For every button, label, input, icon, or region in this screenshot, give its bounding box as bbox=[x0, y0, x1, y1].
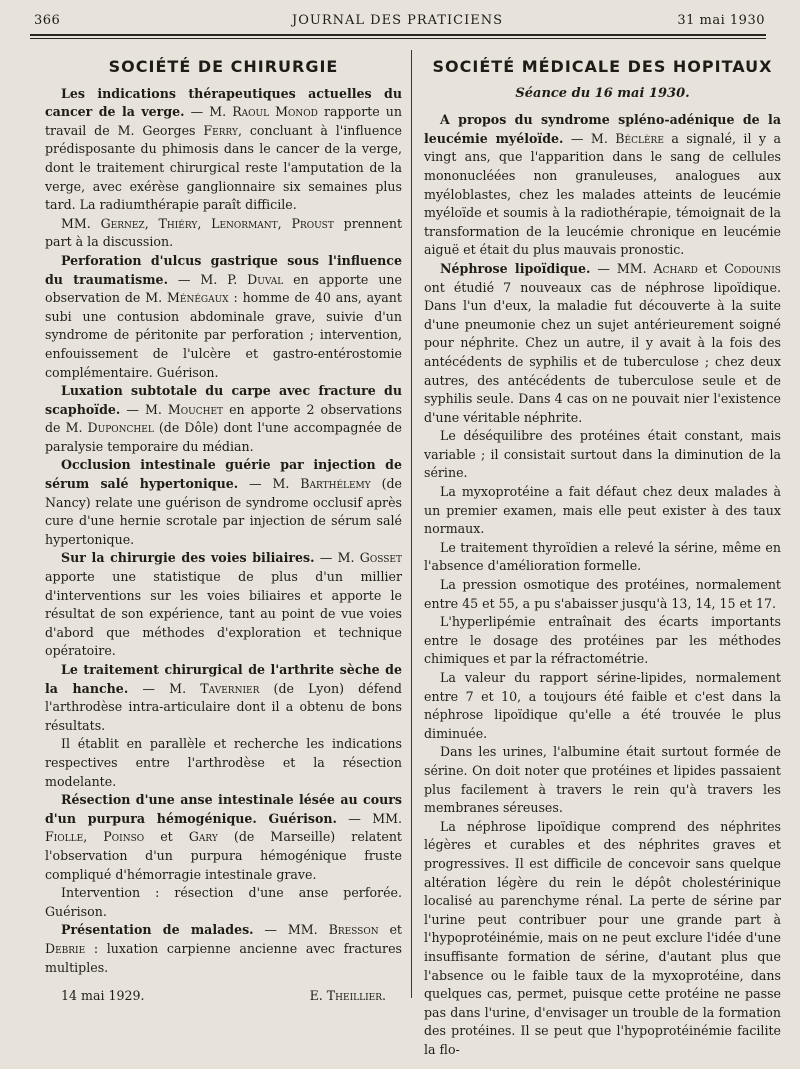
author-name: Gary bbox=[188, 829, 218, 845]
article-text: — M. bbox=[184, 104, 233, 120]
article-text: apporte une statistique de plus d'un millier d'interventions sur les voies biliaires et apporte le résultat de son expérience, tant au point de vue voies d'abord que méthodes d'exploration et technique opératoire. bbox=[45, 569, 402, 659]
article-text: La pression osmotique des protéines, normalement entre 45 et 55, a pu s'abaisser jusqu'à 13, 14, 15 et 17. bbox=[424, 577, 781, 611]
article-text: ont étudié 7 nouveaux cas de néphrose lipoïdique. Dans l'un d'eux, la maladie fut découverte à la suite d'une pneumonie chez un sujet antérieurement soigné pour néphrite. Chez un autre, il y avait à la fois des antécédents de syphilis et de tuberculose ; chez deux autres, des antécédents de tuberculose seule et de syphilis seule. Dans 4 cas on ne pouvait nier l'existence d'une véritable néphrite. bbox=[424, 279, 781, 425]
author-name: Béclère bbox=[615, 130, 664, 146]
article-text: La valeur du rapport sérine-lipides, normalement entre 7 et 10, a toujours été faible et c'est dans la néphrose lipoïdique qu'elle a été trouvée le plus diminuée. bbox=[424, 670, 781, 741]
article-heading: Sur la chirurgie des voies biliaires. bbox=[61, 550, 315, 566]
article-paragraph bbox=[45, 884, 402, 921]
article-paragraph bbox=[45, 549, 402, 661]
article-text: , bbox=[83, 829, 104, 845]
author-name: Duval bbox=[247, 271, 284, 287]
author-name: Proust bbox=[291, 215, 334, 231]
article-text: , bbox=[197, 215, 212, 231]
author-name: Tavernier bbox=[200, 680, 260, 696]
session-date: Séance du 16 mai 1930. bbox=[515, 85, 690, 101]
article-paragraph bbox=[45, 921, 402, 977]
article-text: (de Lyon) défend l'arthrodèse intra-articulaire dont il a obtenu de bons résultats. bbox=[45, 680, 402, 733]
article-text: , bbox=[144, 215, 159, 231]
article-text: a signalé, il y a vingt ans, que l'apparition dans le sang de cellules mononucléées non granuleuses, analogues aux myéloblastes, chez les malades atteints de leucémie myéloïde et soumis à la radiothérapie, témoignait de la transformation de la leucémie chronique en leucémie aiguë et était du plus mauvais pronostic. bbox=[424, 130, 781, 258]
author-name: Thiéry bbox=[158, 215, 198, 231]
article-text: — M. P. bbox=[167, 271, 248, 287]
article-text: Le traitement thyroïdien a relevé la sérine, même en l'absence d'amélioration formelle. bbox=[424, 539, 781, 574]
author-name: Fiolle bbox=[45, 829, 84, 845]
article-text: , concluant à l'influence prédisposante du phimosis dans le cancer de la verge, dont le traitement chirurgical reste l'amputation de la verge, avec exérèse ganglionnaire six semaines plus tard. La radiumthérapie paraît difficile. bbox=[45, 122, 402, 213]
article-text: en apporte une observation de M. bbox=[45, 271, 402, 306]
article-text: La myxoprotéine a fait défaut chez deux malades à un premier examen, mais elle peut exister à des taux normaux. bbox=[424, 484, 781, 537]
author-name: Debrie bbox=[45, 940, 86, 956]
article-text: (de Nancy) relate une guérison de syndrome occlusif après cure d'une hernie scrotale par injection de sérum salé hypertonique. bbox=[45, 476, 402, 547]
article-text: (de Dôle) dont l'une accompagnée de paralysie temporaire du médian. bbox=[45, 420, 402, 454]
article-text: et bbox=[378, 922, 402, 938]
signature-author: E. Theillier. bbox=[309, 988, 386, 1004]
header-rule-thin bbox=[30, 38, 766, 39]
article-text: — MM. bbox=[590, 260, 654, 276]
article-paragraph bbox=[45, 252, 402, 382]
author-name: Ménégaux bbox=[167, 290, 229, 306]
article-text: Intervention : résection d'une anse perforée. Guérison. bbox=[45, 885, 402, 919]
article-paragraph bbox=[424, 111, 781, 260]
article-text: (de Marseille) relatent l'observation d'un purpura hémogénique fruste compliqué d'hémorragie intestinale grave. bbox=[45, 829, 402, 882]
article-text: — M. bbox=[563, 130, 616, 146]
article-text: et bbox=[144, 829, 189, 845]
article-text: — M. bbox=[120, 401, 168, 417]
author-name: Lenormant bbox=[211, 215, 278, 231]
article-text: Dans les urines, l'albumine était surtout formée de sérine. On doit noter que protéines et lipides passaient plus facilement à travers le rein qu'à travers les membranes séreuses. bbox=[424, 744, 781, 816]
article-paragraph bbox=[45, 456, 402, 549]
article-paragraph bbox=[45, 791, 402, 884]
section-title-hopitaux: SOCIÉTÉ MÉDICALE DES HOPITAUX bbox=[432, 57, 773, 76]
article-paragraph bbox=[424, 818, 781, 1060]
article-paragraph bbox=[424, 576, 781, 613]
article-text: en apporte 2 observations de M. bbox=[45, 401, 402, 436]
article-heading: Le traitement chirurgical de l'arthrite sèche de la hanche. bbox=[45, 662, 402, 696]
page-number: 366 bbox=[34, 13, 61, 28]
header-rule bbox=[30, 34, 766, 36]
article-heading: Perforation d'ulcus gastrique sous l'influence du traumatisme. bbox=[45, 252, 402, 287]
page-header bbox=[30, 13, 765, 33]
article-text: — M. bbox=[314, 550, 360, 566]
article-text: Le déséquilibre des protéines était constant, mais variable ; il consistait surtout dans la diminution de la sérine. bbox=[424, 428, 781, 481]
article-text: Il établit en parallèle et recherche les indications respectives entre l'arthrodèse et la résection modelante. bbox=[45, 736, 402, 789]
issue-date: 31 mai 1930 bbox=[677, 13, 765, 28]
section-title-chirurgie: SOCIÉTÉ DE CHIRURGIE bbox=[108, 57, 339, 76]
article-text: prennent part à la discussion. bbox=[45, 215, 403, 250]
left-column bbox=[45, 58, 402, 1006]
article-paragraph bbox=[424, 743, 781, 817]
article-text: : homme de 40 ans, ayant subi une contusion abdominale grave, suivie d'un syndrome de péritonite par perforation ; intervention, enfouissement de l'ulcère et gastro-entérostomie complémentaire. Guérison. bbox=[45, 290, 402, 380]
article-paragraph bbox=[45, 661, 402, 735]
author-name: Gosset bbox=[359, 550, 402, 566]
article-heading: Néphrose lipoïdique. bbox=[440, 260, 591, 276]
article-text: La néphrose lipoïdique comprend des néphrites légères et curables et des néphrites graves et progressives. Il est difficile de concevoir sans quelque altération légère du rein le dépôt cholestérinique localisé au parenchyme rénal. La perte de sérine par l'urine peut contribuer pour une grande part à l'hypoprotéinémie, mais on ne peut exclure l'idée d'une insuffisante formation de sérine, d'autant plus que l'absence ou le faible taux de la myxoprotéine, dans quelques cas, permet, puisque cette protéine ne passe pas dans l'urine, d'envisager un trouble de la formation des protéines. Il se peut que l'hypoprotéinémie facilite la flo- bbox=[424, 818, 781, 1057]
author-name: Ferry bbox=[203, 122, 238, 138]
author-name: Poinso bbox=[103, 829, 145, 845]
author-name: Duponchel bbox=[87, 420, 154, 436]
article-heading: Résection d'une anse intestinale lésée au cours d'un purpura hémogénique. Guérison. bbox=[45, 792, 402, 826]
journal-title: JOURNAL DES PRATICIENS bbox=[292, 13, 503, 28]
article-paragraph bbox=[45, 85, 402, 215]
article-paragraph bbox=[45, 215, 402, 252]
author-name: Barthélemy bbox=[300, 476, 371, 492]
right-column bbox=[424, 58, 781, 1059]
article-paragraph bbox=[45, 735, 402, 791]
article-heading: Les indications thérapeutiques actuelles du cancer de la verge. bbox=[45, 85, 402, 120]
author-name: Codounis bbox=[724, 260, 781, 276]
article-paragraph bbox=[424, 483, 781, 539]
article-paragraph bbox=[424, 539, 781, 576]
left-article-list bbox=[45, 85, 402, 978]
author-name: Raoul Monod bbox=[232, 104, 318, 120]
author-name: Gernez bbox=[100, 215, 145, 231]
article-text: rapporte un travail de M. Georges bbox=[45, 104, 402, 138]
article-heading: Occlusion intestinale guérie par injection de sérum salé hypertonique. bbox=[45, 457, 402, 492]
signature-date: 14 mai 1929. bbox=[61, 988, 145, 1004]
author-name: Achard bbox=[653, 260, 698, 276]
article-text: — MM. bbox=[336, 810, 402, 826]
right-article-list bbox=[424, 111, 781, 1059]
article-paragraph bbox=[424, 260, 781, 427]
article-text: : luxation carpienne ancienne avec fractures multiples. bbox=[45, 940, 402, 975]
article-text: L'hyperlipémie entraînait des écarts importants entre le dosage des protéines par les méthodes chimiques et par la réfractométrie. bbox=[424, 614, 781, 667]
article-text: — MM. bbox=[253, 922, 329, 938]
article-paragraph bbox=[424, 613, 781, 669]
signature-line bbox=[45, 987, 402, 1006]
author-name: Mouchet bbox=[167, 401, 224, 417]
article-heading: A propos du syndrome spléno-adénique de la leucémie myéloïde. bbox=[424, 112, 781, 146]
article-paragraph bbox=[424, 427, 781, 483]
article-heading: Présentation de malades. bbox=[61, 922, 254, 938]
article-text: , bbox=[277, 215, 292, 231]
article-heading: Luxation subtotale du carpe avec fracture du scaphoïde. bbox=[45, 383, 402, 417]
article-paragraph bbox=[424, 669, 781, 743]
article-paragraph bbox=[45, 382, 402, 456]
article-text: — M. bbox=[128, 680, 201, 696]
column-divider bbox=[411, 50, 412, 998]
article-text: — M. bbox=[238, 476, 301, 492]
author-name: Bresson bbox=[328, 922, 379, 938]
article-text: MM. bbox=[61, 215, 101, 231]
article-text: et bbox=[697, 260, 725, 276]
